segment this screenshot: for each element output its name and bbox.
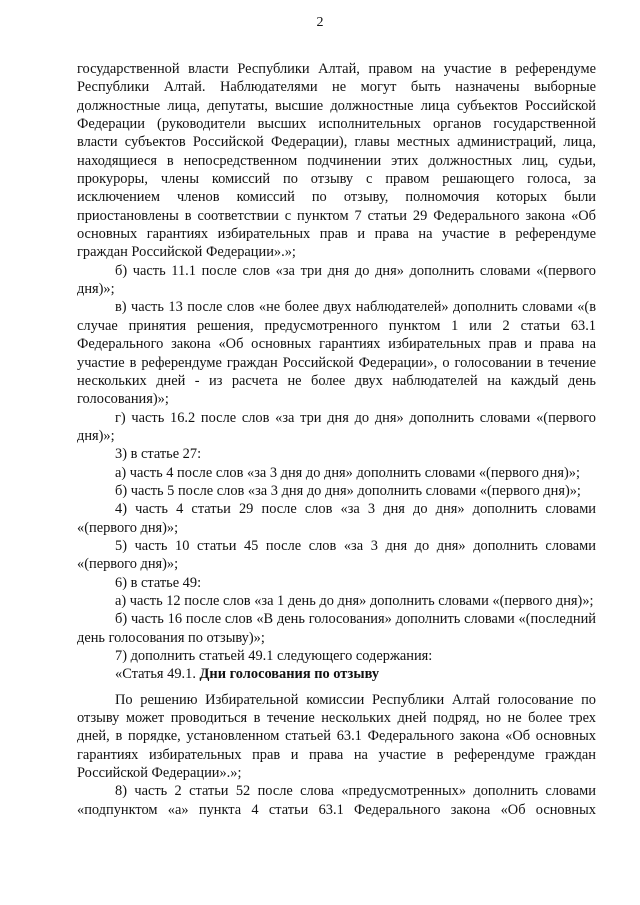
- item-a-part-4: а) часть 4 после слов «за 3 дня до дня» дополнить словами «(первого дня)»;: [115, 464, 580, 481]
- item-3-article-27: 3) в статье 27:: [115, 446, 202, 463]
- item-a-part-12: а) часть 12 после слов «за 1 день до дня» дополнить словами «(первого дня)»;: [115, 592, 594, 609]
- item-8-article-52: 8) часть 2 статьи 52 после слова «предусмотренных» дополнить словами «подпунктом «а» пункта 4 статьи 63.1 Федерального закона «Об основных: [77, 783, 596, 818]
- item-4-article-29: 4) часть 4 статьи 29 после слов «за 3 дня до дня» дополнить словами «(первого дня)»;: [77, 501, 596, 536]
- continuation-paragraph: государственной власти Республики Алтай, правом на участие в референдуме Республики Алтай. Наблюдателями не могут быть назначены выборные должностные лица, депутаты, высшие должностные лица субъектов Российской Федерации (руководители высших исполнительных органов государственной власти субъектов Российской Федерации), главы местных администраций, лица, находящиеся в непосредственном подчинении этих должностных лиц, судьи, прокуроры, члены комиссий по отзыву с правом решающего голоса, за исключением членов комиссий по отзыву, полномочия которых были приостановлены в соответствии с пунктом 7 статьи 29 Федерального закона «Об основных гарантиях избирательных прав и права на участие в референдуме граждан Российской Федерации».»;: [77, 61, 596, 261]
- item-6-article-49: 6) в статье 49:: [115, 574, 202, 591]
- article-heading: [77, 665, 596, 683]
- item-b-part-5: б) часть 5 после слов «за 3 дня до дня» дополнить словами «(первого дня)»;: [115, 482, 581, 499]
- page-number: 2: [316, 15, 324, 30]
- item-b-11-1: б) часть 11.1 после слов «за три дня до дня» дополнить словами «(первого дня)»;: [77, 262, 596, 298]
- item-5-article-45: 5) часть 10 статьи 45 после слов «за 3 дня до дня» дополнить словами «(первого дня)»;: [77, 537, 596, 573]
- article-body: По решению Избирательной комиссии Республики Алтай голосование по отзыву может проводиться в течение нескольких дней подряд, но не более трех дней, в порядке, установленном статьей 63.1 Федерального закона «Об основных гарантиях избирательных прав и права на участие в референдуме граждан Российской Федерации».»;: [77, 691, 596, 782]
- item-g-16-2: г) часть 16.2 после слов «за три дня до дня» дополнить словами «(первого дня)»;: [77, 409, 596, 444]
- article-heading-prefix: «Статья 49.1.: [115, 666, 200, 683]
- document-body: [77, 60, 596, 819]
- item-v-13: в) часть 13 после слов «не более двух наблюдателей» дополнить словами «(в случае принятия решения, предусмотренного пунктом 1 или 2 статьи 63.1 Федерального закона «Об основных гарантиях избирательных прав и права на участие в референдуме граждан Российской Федерации», о голосовании в течение нескольких дней - из расчета не более двух наблюдателей на каждый день голосования)»;: [77, 299, 596, 408]
- item-7-add-article: 7) дополнить статьей 49.1 следующего содержания:: [115, 648, 433, 664]
- item-b-part-16: б) часть 16 после слов «В день голосования» дополнить словами «(последний день голосования по отзыву)»;: [77, 611, 596, 646]
- article-heading-title: Дни голосования по отзыву: [199, 666, 380, 683]
